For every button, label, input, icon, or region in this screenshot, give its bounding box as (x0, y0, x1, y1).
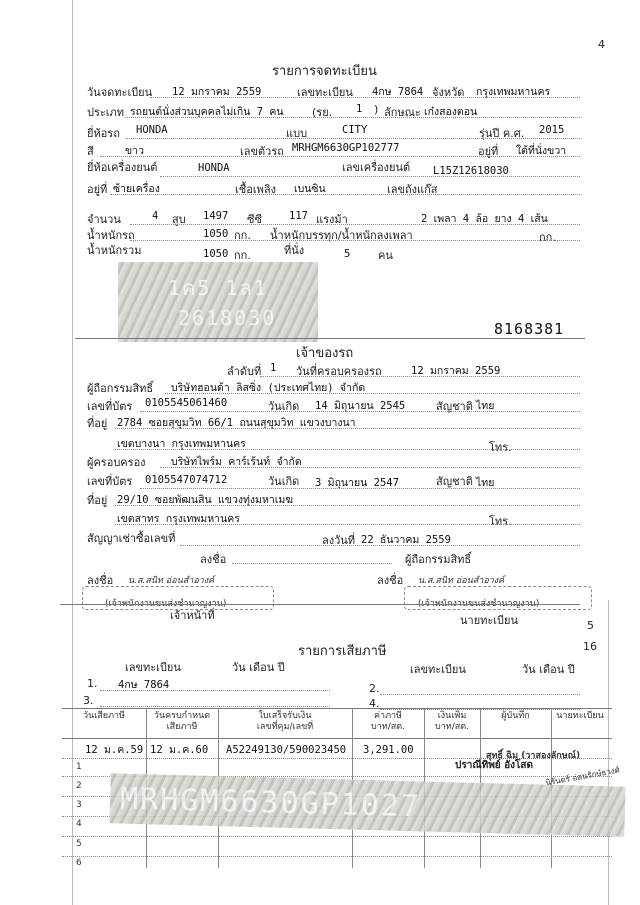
contract-label: สัญญาเช่าซื้อเลขที่ (87, 532, 176, 545)
tax-due-date: 12 ม.ค.60 (150, 744, 209, 756)
tax-row-number: 2 (76, 781, 82, 791)
load-unit: กก. (539, 231, 556, 244)
stamp-name-left: น.ส.สนิท อ่อนสำอางค์ (128, 576, 215, 586)
style-label: ลักษณะ (384, 106, 421, 119)
weight-label: น้ำหนักรถ (87, 229, 135, 242)
type-value: รถยนต์นั่งส่วนบุคคลไม่เกิน 7 คน (130, 106, 284, 118)
nat2-label: สัญชาติ (436, 475, 473, 488)
officer-label: เจ้าหน้าที่ (170, 609, 215, 622)
sign-label-left: ลงชื่อ (200, 553, 227, 566)
tax-paid-date: 12 ม.ค.59 (85, 744, 144, 756)
stamp-role-left: (เจ้าพนักงานขนส่งชำนาญงาน) (105, 599, 227, 609)
engine-brand-value: HONDA (198, 162, 230, 174)
chassis-label: เลขตัวรถ (240, 145, 284, 158)
tel1-label: โทร. (489, 441, 512, 454)
cyl-label: สูบ (172, 213, 186, 226)
type-label: ประเภท (87, 106, 125, 119)
birth2-value: 3 มิถุนายน 2547 (315, 477, 399, 489)
id2-label: เลขที่บัตร (87, 475, 133, 488)
tax-col-header: นายทะเบียน (556, 711, 604, 721)
model-label: แบบ (286, 127, 308, 140)
location1-label: อยู่ที่ (478, 145, 499, 158)
gas-label: เลขถังแก๊ส (387, 183, 438, 196)
color-value: ขาว (125, 145, 144, 157)
province-label: จังหวัด (432, 86, 465, 99)
serial-number: 8168381 (494, 320, 565, 338)
tax-receipt: A52249130/590023450 (226, 744, 347, 756)
reg-date-value: 12 มกราคม 2559 (172, 86, 262, 98)
qty-label: จำนวน (87, 213, 121, 226)
page-number: 4 (598, 38, 605, 51)
rights-holder-value: บริษัทฮอนด้า ลิสซิ่ง (ประเทศไทย) จำกัด (171, 382, 366, 394)
birth2-label: วันเกิด (268, 475, 300, 488)
tax-col-header: ใบเสร็จรับเงิน เลขที่คุม/เลขที่ (256, 711, 314, 732)
tax-row-number: 4 (76, 819, 82, 829)
possession-date-value: 12 มกราคม 2559 (411, 365, 501, 377)
tel2-label: โทร. (489, 515, 512, 528)
tax-col-header: วันครบกำหนด เสียภาษี (153, 711, 211, 732)
color-label: สี (87, 145, 94, 158)
tax-row3-no: 3. (83, 694, 94, 707)
reg-date-label: วันจดทะเบียน (87, 86, 153, 99)
plate-value: 4กษ 7864 (372, 86, 424, 98)
registration-title: รายการจดทะเบียน (272, 64, 377, 79)
owner-title: เจ้าของรถ (296, 346, 354, 361)
birth1-label: วันเกิด (268, 400, 300, 413)
tax-row1-plate: 4กษ 7864 (118, 679, 170, 691)
sign-label-rights: ผู้ถือกรรมสิทธิ์ (405, 553, 472, 566)
hp-value: 117 (289, 210, 308, 222)
id2-value: 0105547074712 (145, 474, 228, 486)
seats-label: ที่นั่ง (284, 244, 305, 257)
engine-no-value: L15Z12618030 (433, 165, 509, 177)
tax-title: รายการเสียภาษี (298, 644, 387, 659)
tax-col-header: ค่าภาษี บาท/สต. (371, 711, 405, 732)
seats-unit: คน (378, 249, 393, 262)
tax-row-number: 5 (76, 839, 82, 849)
nat1-value: ไทย (476, 400, 495, 412)
tax-date-head-left: วัน เดือน ปี (232, 661, 285, 674)
cc-label: ซีซี (247, 213, 262, 226)
weight-value: 1050 (203, 228, 229, 240)
side-number-1: 5 (587, 619, 594, 632)
tax-col-header: เงินเพิ่ม บาท/สต. (435, 711, 469, 732)
axle-text: 2 เพลา 4 ล้อ ยาง 4 เส้น (421, 213, 548, 225)
qty-value: 4 (152, 210, 159, 222)
stamp-name-right: น.ส.สนิท อ่อนสำอางค์ (418, 576, 505, 586)
location1-value: ใต้ที่นั่งขวา (516, 145, 567, 157)
weight-unit: กก. (234, 229, 251, 242)
tax-row2-no: 2. (369, 682, 380, 695)
fuel-value: เบนซิน (294, 183, 326, 195)
tax-date-head-right: วัน เดือน ปี (522, 663, 575, 676)
tax-row-number: 3 (76, 800, 82, 810)
tax-amount: 3,291.00 (363, 744, 414, 756)
brand-label: ยี่ห้อรถ (87, 127, 120, 140)
tax-recorder: ปราณีทิพย์ อังโสด (455, 760, 533, 771)
ro-label: (รย. (312, 106, 333, 119)
registrar-label: นายทะเบียน (460, 614, 519, 627)
chassis-value: MRHGM6630GP102777 (292, 142, 400, 154)
plate-label: เลขทะเบียน (297, 86, 353, 99)
right-margin-line (608, 600, 609, 905)
possessor-value: บริษัทไพร์ม คาร์เร้นท์ จำกัด (171, 456, 302, 468)
addr1-line1: 2784 ซอยสุขุมวิท 66/1 ถนนสุขุมวิท แขวงบางนา (117, 417, 356, 429)
brand-value: HONDA (136, 124, 168, 136)
contract-date-value: 22 ธันวาคม 2559 (361, 534, 451, 546)
tax-registrar-stamp: นิรันดร์ อ่อนรักษ์ธวงศ์ (544, 765, 621, 788)
tax-col-header: วันเสียภาษี (83, 711, 125, 721)
ro-value: 1 (356, 103, 363, 115)
location2-label: อยู่ที่ (87, 183, 108, 196)
nat2-value: ไทย (476, 477, 495, 489)
engine-no-label: เลขเครื่องยนต์ (342, 161, 411, 174)
seats-value: 5 (344, 248, 351, 260)
total-weight-value: 1050 (203, 248, 229, 260)
tax-row1-no: 1. (87, 677, 98, 690)
addr1-label: ที่อยู่ (87, 417, 108, 430)
rights-holder-label: ผู้ถือกรรมสิทธิ์ (87, 382, 154, 395)
year-label: รุ่นปี ค.ศ. (479, 127, 525, 140)
official-stamp-right (404, 586, 592, 610)
sign-label-2: ลงชื่อ (377, 574, 404, 587)
sign-label-owner: ลงชื่อ (87, 574, 114, 587)
possessor-label: ผู้ครอบครอง (87, 456, 146, 469)
province-value: กรุงเทพมหานคร (476, 86, 551, 98)
location2-value: ซ้ายเครื่อง (113, 183, 160, 195)
nat1-label: สัญชาติ (436, 400, 473, 413)
hp-label: แรงม้า (316, 213, 348, 226)
order-value: 1 (270, 362, 277, 374)
year-value: 2015 (539, 124, 565, 136)
tax-row-number: 1 (76, 762, 82, 772)
margin-line (72, 0, 73, 905)
tax-plate-head-left: เลขทะเบียน (125, 661, 181, 674)
tax-stamp-sticker: 1ค5 1ล1 2618030 (118, 262, 318, 342)
addr2-label: ที่อยู่ (87, 494, 108, 507)
tax-plate-head-right: เลขทะเบียน (410, 663, 466, 676)
contract-date-label: ลงวันที่ (322, 534, 356, 547)
order-label: ลำดับที่ (227, 365, 262, 378)
tax-col-header: ผู้บันทึก (501, 711, 530, 721)
engine-brand-label: ยี่ห้อเครื่องยนต์ (87, 161, 158, 174)
tax-row4-no: 4. (369, 697, 380, 710)
total-weight-unit: กก. (234, 249, 251, 262)
side-number-2: 16 (583, 640, 597, 653)
addr2-line1: 29/10 ซอยพัฒนสิน แขวงทุ่งมหาเมฆ (117, 494, 294, 506)
id1-label: เลขที่บัตร (87, 400, 133, 413)
load-label: น้ำหนักบรรทุก/น้ำหนักลงเพลา (270, 229, 413, 242)
ro-close: ) (374, 103, 379, 116)
birth1-value: 14 มิถุนายน 2545 (315, 400, 406, 412)
style-value: เก๋งสองตอน (424, 106, 478, 118)
tax-row-number: 6 (76, 858, 82, 868)
fuel-label: เชื้อเพลิง (235, 183, 276, 196)
model-value: CITY (342, 124, 368, 136)
addr1-line2: เขตบางนา กรุงเทพมหานคร (117, 438, 246, 450)
possession-date-label: วันที่ครอบครองรถ (296, 365, 382, 378)
tax-registrar: สุทธิ์ ฉิม (วาสองลักษณ์) (486, 751, 581, 761)
addr2-line2: เขตสาทร กรุงเทพมหานคร (117, 513, 240, 525)
id1-value: 0105545061460 (145, 397, 228, 409)
cc-value: 1497 (203, 210, 229, 222)
chassis-rubbing-sticker: MRHGM6630GP1027 (109, 773, 625, 836)
total-weight-label: น้ำหนักรวม (87, 244, 142, 257)
stamp-role-right: (เจ้าพนักงานขนส่งชำนาญงาน) (418, 599, 540, 609)
